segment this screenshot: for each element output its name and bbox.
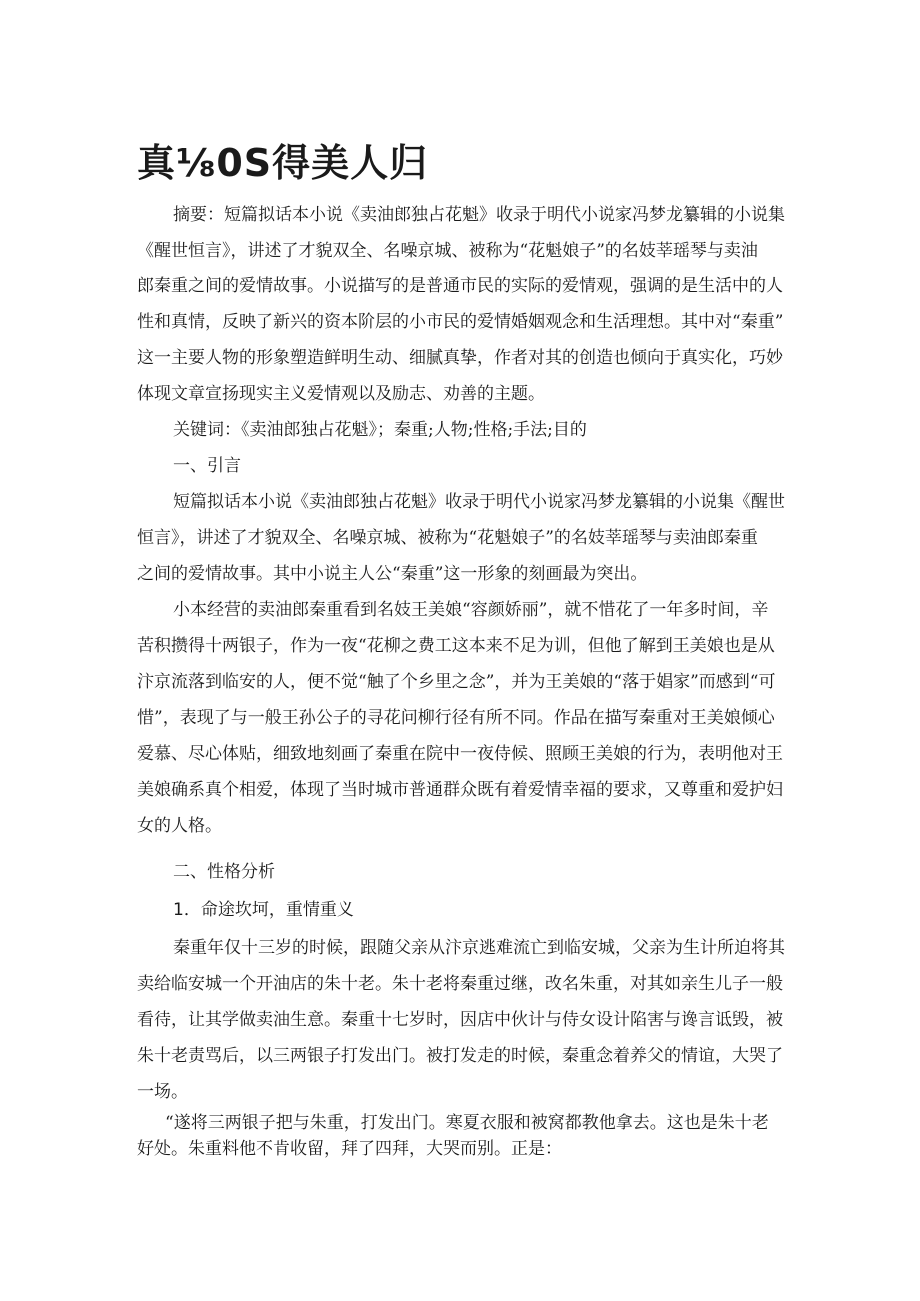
body-line: 爱慕、尽心体贴，细致地刻画了秦重在院中一夜侍候、照顾王美娘的行为，表明他对王 [137,744,783,764]
quote-line: “遂将三两银子把与朱重，打发出门。寒夏衣服和被窝都教他拿去。这也是朱十老 [165,1113,769,1133]
body-line: 看待，让其学做卖油生意。秦重十七岁时，因店中伙计与侍女设计陷害与谗言诋毁，被 [137,1010,783,1030]
body-line: 短篇拟话本小说《卖油郎独占花魁》收录于明代小说家冯梦龙纂辑的小说集《醒世 [173,492,785,512]
keywords-line: 关键词：《卖油郎独占花魁》；秦重;人物;性格;手法;目的 [173,420,587,440]
body-line: 之间的爱情故事。其中小说主人公“秦重”这一形象的刻画最为突出。 [137,564,648,584]
body-line: 朱十老责骂后，以三两银子打发出门。被打发走的时候，秦重念着养父的情谊，大哭了 [137,1046,783,1066]
body-line: 小本经营的卖油郎秦重看到名妓王美娘“容颜娇丽”，就不惜花了一年多时间，辛 [173,600,769,620]
body-line: 秦重年仅十三岁的时候，跟随父亲从汴京逃难流亡到临安城，父亲为生计所迫将其 [173,938,785,958]
body-line: 卖给临安城一个开油店的朱十老。朱十老将秦重过继，改名朱重，对其如亲生儿子一般 [137,974,783,994]
abstract-line: 这一主要人物的形象塑造鲜明生动、细腻真挚，作者对其的创造也倾向于真实化，巧妙 [137,348,783,368]
body-line: 恒言》，讲述了才貌双全、名噪京城、被称为“花魁娘子”的名妓莘瑶琴与卖油郎秦重 [137,528,758,548]
page-title: 真⅛0S得美人归 [137,141,429,185]
body-line: 美娘确系真个相爱，体现了当时城市普通群众既有着爱情幸福的要求，又尊重和爱护妇 [137,780,783,800]
body-line: 惜”，表现了与一般王孙公子的寻花问柳行径有所不同。作品在描写秦重对王美娘倾心 [137,708,775,728]
abstract-line: 性和真情，反映了新兴的资本阶层的小市民的爱情婚姻观念和生活理想。其中对“秦重” [137,312,784,332]
section-heading: 一、引言 [173,456,241,476]
subsection-heading: 1．命途坎坷，重情重义 [173,900,354,920]
body-line: 苦积攒得十两银子，作为一夜“花柳之费工这本来不足为训，但他了解到王美娘也是从 [137,636,775,656]
abstract-line: 摘要：短篇拟话本小说《卖油郎独占花魁》收录于明代小说家冯梦龙纂辑的小说集 [173,205,785,225]
quote-line: 好处。朱重料他不肯收留，拜了四拜，大哭而别。正是： [137,1139,562,1159]
body-line: 女的人格。 [137,816,222,836]
abstract-line: 体现文章宣扬现实主义爱情观以及励志、劝善的主题。 [137,384,545,404]
body-line: 一场。 [137,1082,188,1102]
abstract-line: 《醒世恒言》，讲述了才貌双全、名噪京城、被称为“花魁娘子”的名妓莘瑶琴与卖油 [137,241,758,261]
body-line: 汴京流落到临安的人，便不觉“触了个乡里之念”，并为王美娘的“落于娼家”而感到“可 [137,672,776,692]
section-heading: 二、性格分析 [173,862,275,882]
abstract-line: 郎秦重之间的爱情故事。小说描写的是普通市民的实际的爱情观，强调的是生活中的人 [137,276,783,296]
